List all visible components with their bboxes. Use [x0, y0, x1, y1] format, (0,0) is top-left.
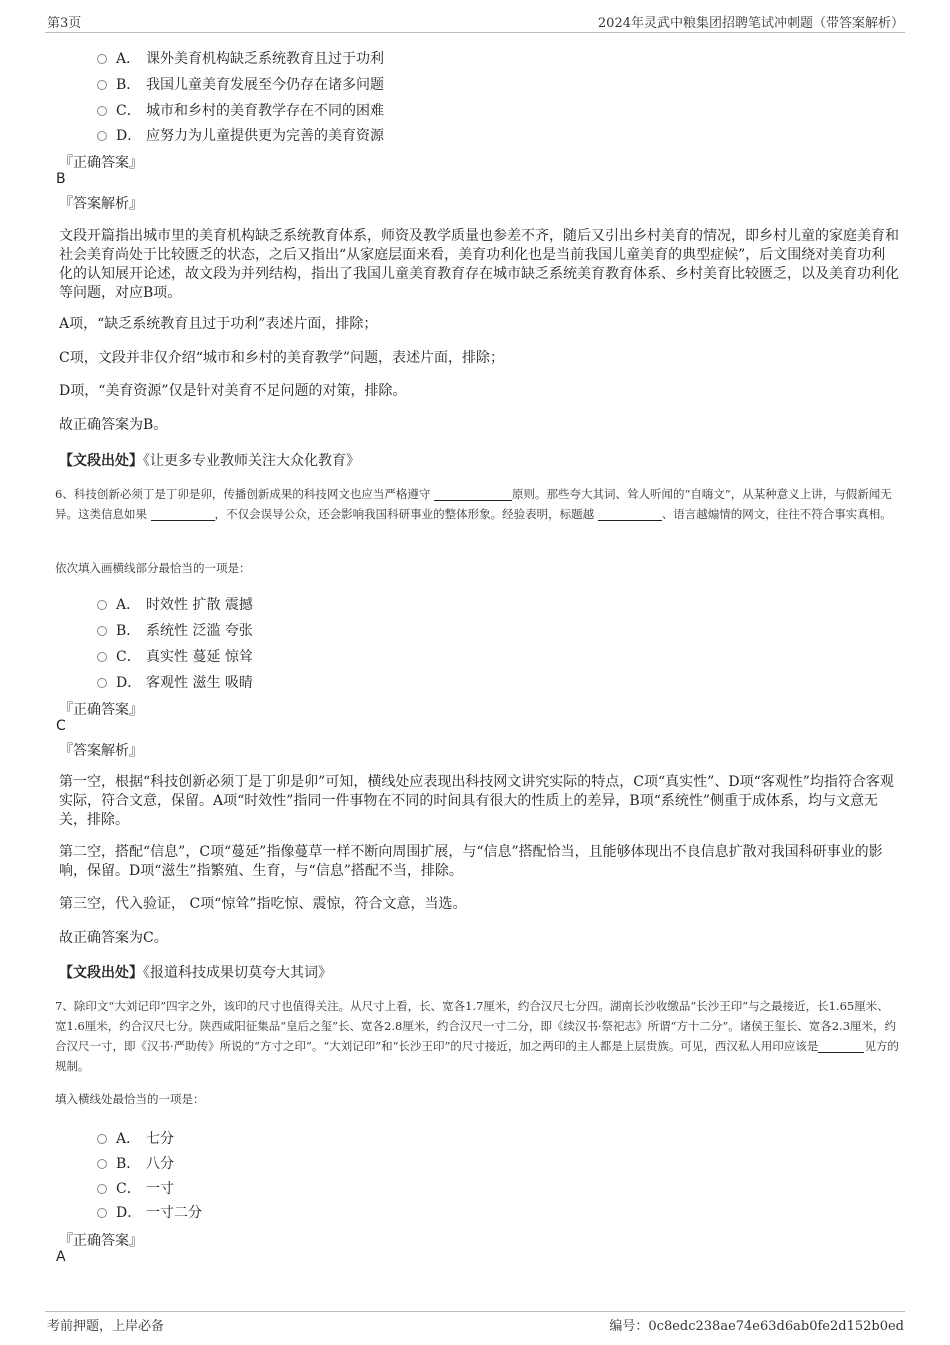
q5-answer-label: 『正确答案』: [59, 155, 143, 171]
q6-analysis-para-1: 第一空，根据“科技创新必须丁是丁卯是卯”可知，横线处应表现出科技网文讲究实际的特点，C项“真实性”、D项“客观性”均指符合客观实际，符合文意，保留。A项“时效性”指同一件事物在不同的时间具有很大的性质上的差异，B项“系统性”侧重于成体系，均与文意无关，排除。: [59, 774, 894, 828]
radio-icon: [97, 106, 107, 116]
q7-answer: A: [56, 1249, 66, 1265]
blank-line: [818, 1039, 864, 1053]
radio-icon: [97, 652, 107, 662]
radio-icon: [97, 54, 107, 64]
q6-option-b[interactable]: B． 系统性 泛滥 夸张: [97, 620, 253, 640]
blank-line: [598, 507, 662, 521]
q5-option-d[interactable]: D． 应努力为儿童提供更为完善的美育资源: [97, 125, 384, 145]
q6-option-c[interactable]: C． 真实性 蔓延 惊耸: [97, 646, 253, 666]
q6-analysis-para-3: 第三空，代入验证， C项“惊耸”指吃惊、震惊，符合文意，当选。: [59, 896, 467, 912]
blank-line: [434, 487, 512, 501]
q6-answer: C: [56, 718, 66, 734]
q6-source: 【文段出处】《报道科技成果切莫夸大其词》: [59, 965, 332, 981]
q5-analysis-para-2: A项，“缺乏系统教育且过于功利”表述片面，排除；: [59, 316, 378, 332]
footer-divider: [45, 1311, 905, 1312]
q6-answer-label: 『正确答案』: [59, 702, 143, 718]
radio-icon: [97, 1184, 107, 1194]
q5-analysis-para-5: 故正确答案为B。: [59, 417, 168, 433]
footer-slogan: 考前押题，上岸必备: [47, 1319, 165, 1334]
q6-analysis-para-2: 第二空，搭配“信息”，C项“蔓延”指像蔓草一样不断向周围扩展，与“信息”搭配恰当，且能够体现出不良信息扩散对我国科研事业的影响，保留。D项“滋生”指繁殖、生育，与“信息”搭配不当，排除。: [59, 844, 883, 879]
radio-icon: [97, 80, 107, 90]
q6-analysis-label: 『答案解析』: [59, 743, 143, 759]
q7-answer-label: 『正确答案』: [59, 1233, 143, 1249]
q5-source: 【文段出处】《让更多专业教师关注大众化教育》: [59, 453, 360, 469]
q5-option-c[interactable]: C． 城市和乡村的美育教学存在不同的困难: [97, 100, 384, 120]
q7-option-b[interactable]: B． 八分: [97, 1153, 174, 1173]
q5-analysis-para-3: C项，文段并非仅介绍“城市和乡村的美育教学”问题，表述片面，排除；: [59, 350, 505, 366]
document-title: 2024年灵武中粮集团招聘笔试冲刺题（带答案解析）: [597, 16, 904, 31]
q7-option-c[interactable]: C． 一寸: [97, 1178, 174, 1198]
q5-option-b[interactable]: B． 我国儿童美育发展至今仍存在诸多问题: [97, 74, 384, 94]
radio-icon: [97, 1134, 107, 1144]
radio-icon: [97, 600, 107, 610]
q5-option-a[interactable]: A． 课外美育机构缺乏系统教育且过于功利: [97, 48, 384, 68]
q6-option-d[interactable]: D． 客观性 滋生 吸睛: [97, 672, 253, 692]
blank-line: [151, 507, 215, 521]
q5-analysis-para-1: 文段开篇指出城市里的美育机构缺乏系统教育体系，师资及教学质量也参差不齐，随后又引出乡村美育的情况，即乡村儿童的家庭美育和社会美育尚处于比较匮乏的状态，之后又指出“从家庭层面来看，美育功利化也是当前我国儿童美育的典型症候”，后文围绕对美育功利化的认知展开论述，故文段为并列结构，指出了我国儿童美育教育存在城市缺乏系统美育教育体系、乡村美育比较匮乏，以及美育功利化等问题，对应B项。: [59, 228, 899, 301]
header-divider: [45, 32, 905, 33]
q7-stem: 7、除印文“大刘记印”四字之外，该印的尺寸也值得关注。从尺寸上看，长、宽各1.7厘米，约合汉尺七分四。湖南长沙收缴品“长沙王印”与之最接近，长1.65厘米、宽1.6厘米，约合汉尺七分。陕西咸阳征集品“皇后之玺”长、宽各2.8厘米，约合汉尺一寸二分，即《续汉书·祭祀志》所谓“方十二分”。诸侯王玺长、宽各2.3厘米，约合汉尺一寸，即《汉书·严助传》所说的“方寸之印”。“大刘记印”和“长沙王印”的尺寸接近，加之两印的主人都是上层贵族。可见，西汉私人用印应该是 见方的规制。: [55, 999, 899, 1073]
q5-analysis-para-4: D项，“美育资源”仅是针对美育不足问题的对策，排除。: [59, 383, 407, 399]
radio-icon: [97, 678, 107, 688]
q7-prompt: 填入横线处最恰当的一项是：: [55, 1092, 205, 1106]
q7-option-a[interactable]: A． 七分: [97, 1128, 174, 1148]
q6-prompt: 依次填入画横线部分最恰当的一项是：: [55, 561, 251, 575]
q6-option-a[interactable]: A． 时效性 扩散 震撼: [97, 594, 253, 614]
q5-answer: B: [56, 171, 66, 187]
q6-stem: 6、科技创新必须丁是丁卯是卯，传播创新成果的科技网文也应当严格遵守 原则。那些夸大其词、耸人听闻的“自嗨文”，从某种意义上讲，与假新闻无异。这类信息如果 ，不仅会误导公众，还会影响我国科研事业的整体形象。经验表明，标题越 、语言越煽情的网文，往往不符合事实真相。: [55, 487, 892, 521]
radio-icon: [97, 1208, 107, 1218]
q6-analysis-para-4: 故正确答案为C。: [59, 930, 168, 946]
q7-option-d[interactable]: D． 一寸二分: [97, 1202, 202, 1222]
radio-icon: [97, 626, 107, 636]
q5-analysis-label: 『答案解析』: [59, 196, 143, 212]
page-number: 第3页: [47, 16, 82, 31]
radio-icon: [97, 1159, 107, 1169]
radio-icon: [97, 131, 107, 141]
footer-serial-number: 编号：0c8edc238ae74e63d6ab0fe2d152b0ed: [609, 1319, 904, 1334]
